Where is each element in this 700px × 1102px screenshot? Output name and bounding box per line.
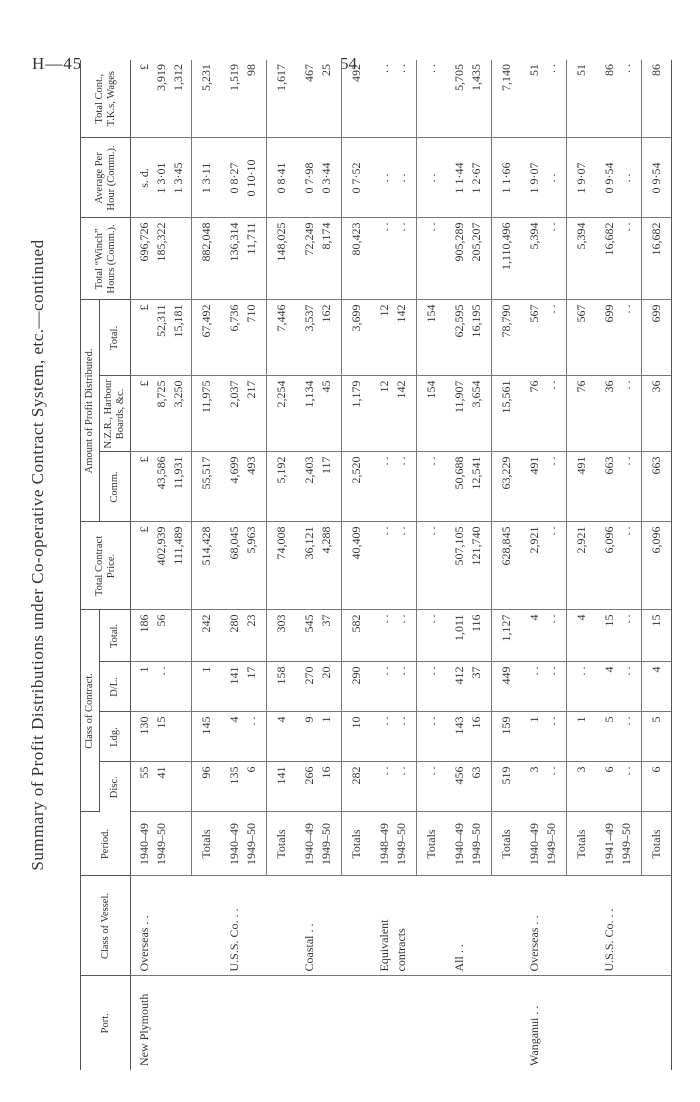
- comm-cell: . . . .: [371, 452, 417, 522]
- contract-total-cell: 15 . .: [596, 610, 642, 662]
- comm-cell: 2,520: [342, 452, 372, 522]
- contract-price-cell: 507,105 121,740: [446, 522, 492, 610]
- comm-cell: 491: [567, 452, 597, 522]
- port-cell: [342, 976, 372, 1070]
- contract-price-cell: 514,428: [192, 522, 222, 610]
- comm-cell: 4,699 493: [221, 452, 267, 522]
- contract-price-cell: 74,008: [267, 522, 297, 610]
- dl-cell: 4: [642, 662, 672, 712]
- winch-hours-cell: . .: [417, 218, 447, 300]
- col-header-profit-total: Total.: [100, 300, 131, 376]
- col-header-profit-distributed: Amount of Profit Distributed.: [81, 300, 100, 522]
- nzr-cell: 12 142: [371, 376, 417, 452]
- average-cell: 1 1·44 1 2·67: [446, 138, 492, 218]
- disc-cell: 6: [642, 762, 672, 812]
- port-cell: [446, 976, 492, 1070]
- period-cell: 1940–49 1949–50: [521, 812, 567, 876]
- col-header-average-per-hour: Average Per Hour (Comm.).: [81, 138, 131, 218]
- vessel-class-cell: Overseas . .: [521, 876, 567, 976]
- contract-total-cell: 15: [642, 610, 672, 662]
- dl-cell: . .: [417, 662, 447, 712]
- nzr-cell: 11,975: [192, 376, 222, 452]
- col-header-total-cont-wages: Total Cont., T.K.s, Wages: [81, 60, 131, 138]
- col-header-contract-total: Total.: [100, 610, 131, 662]
- dl-cell: . . . .: [521, 662, 567, 712]
- ldg-cell: 159: [492, 712, 522, 762]
- contract-price-cell: 40,409: [342, 522, 372, 610]
- disc-cell: 135 6: [221, 762, 267, 812]
- winch-hours-cell: 882,048: [192, 218, 222, 300]
- rotated-table-region: [20, 40, 685, 1070]
- profit-total-cell: 567 . .: [521, 300, 567, 376]
- table-row: [596, 60, 642, 1070]
- period-cell: 1940–49 1949–50: [221, 812, 267, 876]
- nzr-cell: £ 8,725 3,250: [131, 376, 192, 452]
- profit-total-cell: 699: [642, 300, 672, 376]
- ldg-cell: 145: [192, 712, 222, 762]
- port-cell: [492, 976, 522, 1070]
- average-cell: 0 7·98 0 3·44: [296, 138, 342, 218]
- nzr-cell: 15,561: [492, 376, 522, 452]
- contract-total-cell: 4: [567, 610, 597, 662]
- contract-total-cell: . .: [417, 610, 447, 662]
- dl-cell: 158: [267, 662, 297, 712]
- average-cell: 1 3·11: [192, 138, 222, 218]
- port-cell: Wanganui . .: [527, 1005, 542, 1066]
- disc-cell: . .: [417, 762, 447, 812]
- winch-hours-cell: 136,314 11,711: [221, 218, 267, 300]
- contract-price-cell: 36,121 4,288: [296, 522, 342, 610]
- col-header-port: Port.: [81, 976, 131, 1070]
- period-cell: Totals: [567, 812, 597, 876]
- average-cell: 0 8·41: [267, 138, 297, 218]
- nzr-cell: 11,907 3,654: [446, 376, 492, 452]
- dl-cell: 4 . .: [596, 662, 642, 712]
- profit-total-cell: 699 . .: [596, 300, 642, 376]
- vessel-class-cell: All . .: [446, 876, 492, 976]
- port-cell: [417, 976, 447, 1070]
- total-cont-cell: 86: [642, 60, 672, 138]
- table-header: [81, 60, 131, 1070]
- port-cell: [221, 976, 267, 1070]
- comm-cell: 50,688 12,541: [446, 452, 492, 522]
- dl-cell: 1: [192, 662, 222, 712]
- total-cont-cell: 5,705 1,435: [446, 60, 492, 138]
- comm-cell: 5,192: [267, 452, 297, 522]
- vessel-class-cell: [567, 876, 597, 976]
- comm-cell: 55,517: [192, 452, 222, 522]
- average-cell: s. d. 1 3·01 1 3·45: [131, 138, 192, 218]
- ldg-cell: 10: [342, 712, 372, 762]
- contract-price-cell: 2,921: [567, 522, 597, 610]
- comm-cell: 2,403 117: [296, 452, 342, 522]
- total-cont-cell: 5,231: [192, 60, 222, 138]
- disc-cell: 6 . .: [596, 762, 642, 812]
- ldg-cell: 4 . .: [221, 712, 267, 762]
- col-header-dl: D/L.: [100, 662, 131, 712]
- vessel-class-cell: Coastal . .: [296, 876, 342, 976]
- winch-hours-cell: . . . .: [371, 218, 417, 300]
- ldg-cell: . . . .: [371, 712, 417, 762]
- contract-total-cell: 186 56: [131, 610, 192, 662]
- nzr-cell: 36: [642, 376, 672, 452]
- total-cont-cell: 1,519 98: [221, 60, 267, 138]
- winch-hours-cell: 80,423: [342, 218, 372, 300]
- period-cell: 1940–49 1949–50: [446, 812, 492, 876]
- table-row: [131, 60, 192, 1070]
- vessel-class-cell: [642, 876, 672, 976]
- totals-row: [342, 60, 372, 1070]
- disc-cell: 141: [267, 762, 297, 812]
- total-cont-cell: . .: [417, 60, 447, 138]
- comm-cell: 491 . .: [521, 452, 567, 522]
- table-caption: Summary of Profit Distributions under Co-operative Contract System, etc.—continued: [28, 239, 47, 871]
- profit-total-cell: 67,492: [192, 300, 222, 376]
- period-cell: Totals: [417, 812, 447, 876]
- contract-total-cell: 303: [267, 610, 297, 662]
- vessel-class-cell: [342, 876, 372, 976]
- total-cont-cell: 51 . .: [521, 60, 567, 138]
- ldg-cell: 9 1: [296, 712, 342, 762]
- average-cell: . .: [417, 138, 447, 218]
- port-cell: [296, 976, 342, 1070]
- profit-total-cell: 12 142: [371, 300, 417, 376]
- contract-total-cell: . . . .: [371, 610, 417, 662]
- contract-price-cell: . .: [417, 522, 447, 610]
- ldg-cell: 130 15: [131, 712, 192, 762]
- nzr-cell: 76: [567, 376, 597, 452]
- disc-cell: 519: [492, 762, 522, 812]
- table-row: [446, 60, 492, 1070]
- disc-cell: 3: [567, 762, 597, 812]
- ldg-cell: . .: [417, 712, 447, 762]
- average-cell: 0 9·54 . .: [596, 138, 642, 218]
- average-cell: . . . .: [371, 138, 417, 218]
- port-cell: [642, 976, 672, 1070]
- nzr-cell: 2,037 217: [221, 376, 267, 452]
- winch-hours-cell: 696,726 185,322: [131, 218, 192, 300]
- disc-cell: . . . .: [371, 762, 417, 812]
- port-cell: [371, 976, 417, 1070]
- col-header-disc: Disc.: [100, 762, 131, 812]
- vessel-class-cell: [267, 876, 297, 976]
- winch-hours-cell: 1,110,496: [492, 218, 522, 300]
- period-cell: 1941–49 1949–50: [596, 812, 642, 876]
- ldg-cell: 5: [642, 712, 672, 762]
- totals-row: [417, 60, 447, 1070]
- period-cell: 1940–49 1949–50: [296, 812, 342, 876]
- winch-hours-cell: 5,394 . .: [521, 218, 567, 300]
- page-reference: H—45: [32, 54, 83, 73]
- page-number: 54: [340, 54, 357, 73]
- winch-hours-cell: 5,394: [567, 218, 597, 300]
- average-cell: 1 1·66: [492, 138, 522, 218]
- port-cell: [567, 976, 597, 1070]
- nzr-cell: 2,254: [267, 376, 297, 452]
- comm-cell: 663: [642, 452, 672, 522]
- contract-total-cell: 280 23: [221, 610, 267, 662]
- contract-price-cell: £ 402,939 111,489: [131, 522, 192, 610]
- ldg-cell: 4: [267, 712, 297, 762]
- profit-total-cell: 6,736 710: [221, 300, 267, 376]
- winch-hours-cell: 905,289 205,207: [446, 218, 492, 300]
- average-cell: 0 7·52: [342, 138, 372, 218]
- contract-price-cell: 628,845: [492, 522, 522, 610]
- average-cell: 0 8·27 0 10·10: [221, 138, 267, 218]
- total-cont-cell: 86 . .: [596, 60, 642, 138]
- winch-hours-cell: 16,682 . .: [596, 218, 642, 300]
- comm-cell: £ 43,586 11,931: [131, 452, 192, 522]
- disc-cell: 266 16: [296, 762, 342, 812]
- col-header-ldg: Ldg.: [100, 712, 131, 762]
- vessel-class-cell: [417, 876, 447, 976]
- vessel-class-cell: Equivalent contracts: [371, 876, 417, 976]
- profit-total-cell: 154: [417, 300, 447, 376]
- totals-row: [567, 60, 597, 1070]
- disc-cell: 456 63: [446, 762, 492, 812]
- col-header-class-of-contract: Class of Contract.: [81, 610, 100, 812]
- contract-total-cell: 4 . .: [521, 610, 567, 662]
- total-cont-cell: 7,140: [492, 60, 522, 138]
- port-cell: [192, 976, 222, 1070]
- nzr-cell: 76 . .: [521, 376, 567, 452]
- profit-total-cell: 7,446: [267, 300, 297, 376]
- nzr-cell: 154: [417, 376, 447, 452]
- ldg-cell: 143 16: [446, 712, 492, 762]
- contract-price-cell: . . . .: [371, 522, 417, 610]
- dl-cell: 1 . .: [131, 662, 192, 712]
- table-row: [371, 60, 417, 1070]
- port-cell: [596, 976, 642, 1070]
- disc-cell: 96: [192, 762, 222, 812]
- dl-cell: 290: [342, 662, 372, 712]
- port-cell: [267, 976, 297, 1070]
- vessel-class-cell: U.S.S. Co. . .: [221, 876, 267, 976]
- table-row: [296, 60, 342, 1070]
- col-header-comm: Comm.: [100, 452, 131, 522]
- totals-row: [192, 60, 222, 1070]
- ldg-cell: 1 . .: [521, 712, 567, 762]
- nzr-cell: 1,134 45: [296, 376, 342, 452]
- vessel-class-cell: Overseas . .: [131, 876, 192, 976]
- winch-hours-cell: 148,025: [267, 218, 297, 300]
- disc-cell: 55 41: [131, 762, 192, 812]
- total-cont-cell: 467 25: [296, 60, 342, 138]
- port-cell: New Plymouth: [137, 993, 152, 1066]
- period-cell: Totals: [342, 812, 372, 876]
- comm-cell: 663 . .: [596, 452, 642, 522]
- total-cont-cell: 492: [342, 60, 372, 138]
- profit-total-cell: 62,595 16,195: [446, 300, 492, 376]
- ldg-cell: 5 . .: [596, 712, 642, 762]
- profit-total-cell: 3,537 162: [296, 300, 342, 376]
- nzr-cell: 36 . .: [596, 376, 642, 452]
- table-body: [131, 60, 672, 1070]
- ldg-cell: 1: [567, 712, 597, 762]
- total-cont-cell: 1,617: [267, 60, 297, 138]
- winch-hours-cell: 16,682: [642, 218, 672, 300]
- col-header-vessel-class: Class of Vessel.: [81, 876, 131, 976]
- contract-total-cell: 582: [342, 610, 372, 662]
- dl-cell: . .: [567, 662, 597, 712]
- contract-total-cell: 1,011 116: [446, 610, 492, 662]
- totals-row: [267, 60, 297, 1070]
- period-cell: 1948–49 1949–50: [371, 812, 417, 876]
- contract-total-cell: 545 37: [296, 610, 342, 662]
- period-cell: 1940–49 1949–50: [131, 812, 192, 876]
- table-row: [521, 60, 567, 1070]
- contract-price-cell: 6,096: [642, 522, 672, 610]
- period-cell: Totals: [642, 812, 672, 876]
- average-cell: 1 9·07: [567, 138, 597, 218]
- col-header-nzr-harbour: N.Z.R., Harbour Boards, &c.: [100, 376, 131, 452]
- contract-price-cell: 68,045 5,963: [221, 522, 267, 610]
- col-header-contract-price: Total Contract Price.: [81, 522, 131, 610]
- comm-cell: . .: [417, 452, 447, 522]
- period-cell: Totals: [492, 812, 522, 876]
- dl-cell: 270 20: [296, 662, 342, 712]
- winch-hours-cell: 72,249 8,174: [296, 218, 342, 300]
- col-header-winch-hours: Total “Winch” Hours (Comm.).: [81, 218, 131, 300]
- dl-cell: 449: [492, 662, 522, 712]
- dl-cell: . . . .: [371, 662, 417, 712]
- profit-distribution-table: [80, 60, 672, 1070]
- contract-price-cell: 2,921 . .: [521, 522, 567, 610]
- vessel-class-cell: [192, 876, 222, 976]
- dl-cell: 141 17: [221, 662, 267, 712]
- profit-total-cell: £ 52,311 15,181: [131, 300, 192, 376]
- profit-total-cell: 3,699: [342, 300, 372, 376]
- col-header-period: Period.: [81, 812, 131, 876]
- total-cont-cell: £ 3,919 1,312: [131, 60, 192, 138]
- total-cont-cell: . . . .: [371, 60, 417, 138]
- disc-cell: 3 . .: [521, 762, 567, 812]
- vessel-class-cell: [492, 876, 522, 976]
- nzr-cell: 1,179: [342, 376, 372, 452]
- profit-total-cell: 78,790: [492, 300, 522, 376]
- average-cell: 0 9·54: [642, 138, 672, 218]
- period-cell: Totals: [192, 812, 222, 876]
- totals-row: [642, 60, 672, 1070]
- dl-cell: 412 37: [446, 662, 492, 712]
- profit-total-cell: 567: [567, 300, 597, 376]
- contract-total-cell: 242: [192, 610, 222, 662]
- contract-price-cell: 6,096 . .: [596, 522, 642, 610]
- table-row: [221, 60, 267, 1070]
- comm-cell: 63,229: [492, 452, 522, 522]
- contract-total-cell: 1,127: [492, 610, 522, 662]
- vessel-class-cell: U.S.S. Co. . .: [596, 876, 642, 976]
- total-cont-cell: 51: [567, 60, 597, 138]
- disc-cell: 282: [342, 762, 372, 812]
- period-cell: Totals: [267, 812, 297, 876]
- average-cell: 1 9·07 . .: [521, 138, 567, 218]
- totals-row: [492, 60, 522, 1070]
